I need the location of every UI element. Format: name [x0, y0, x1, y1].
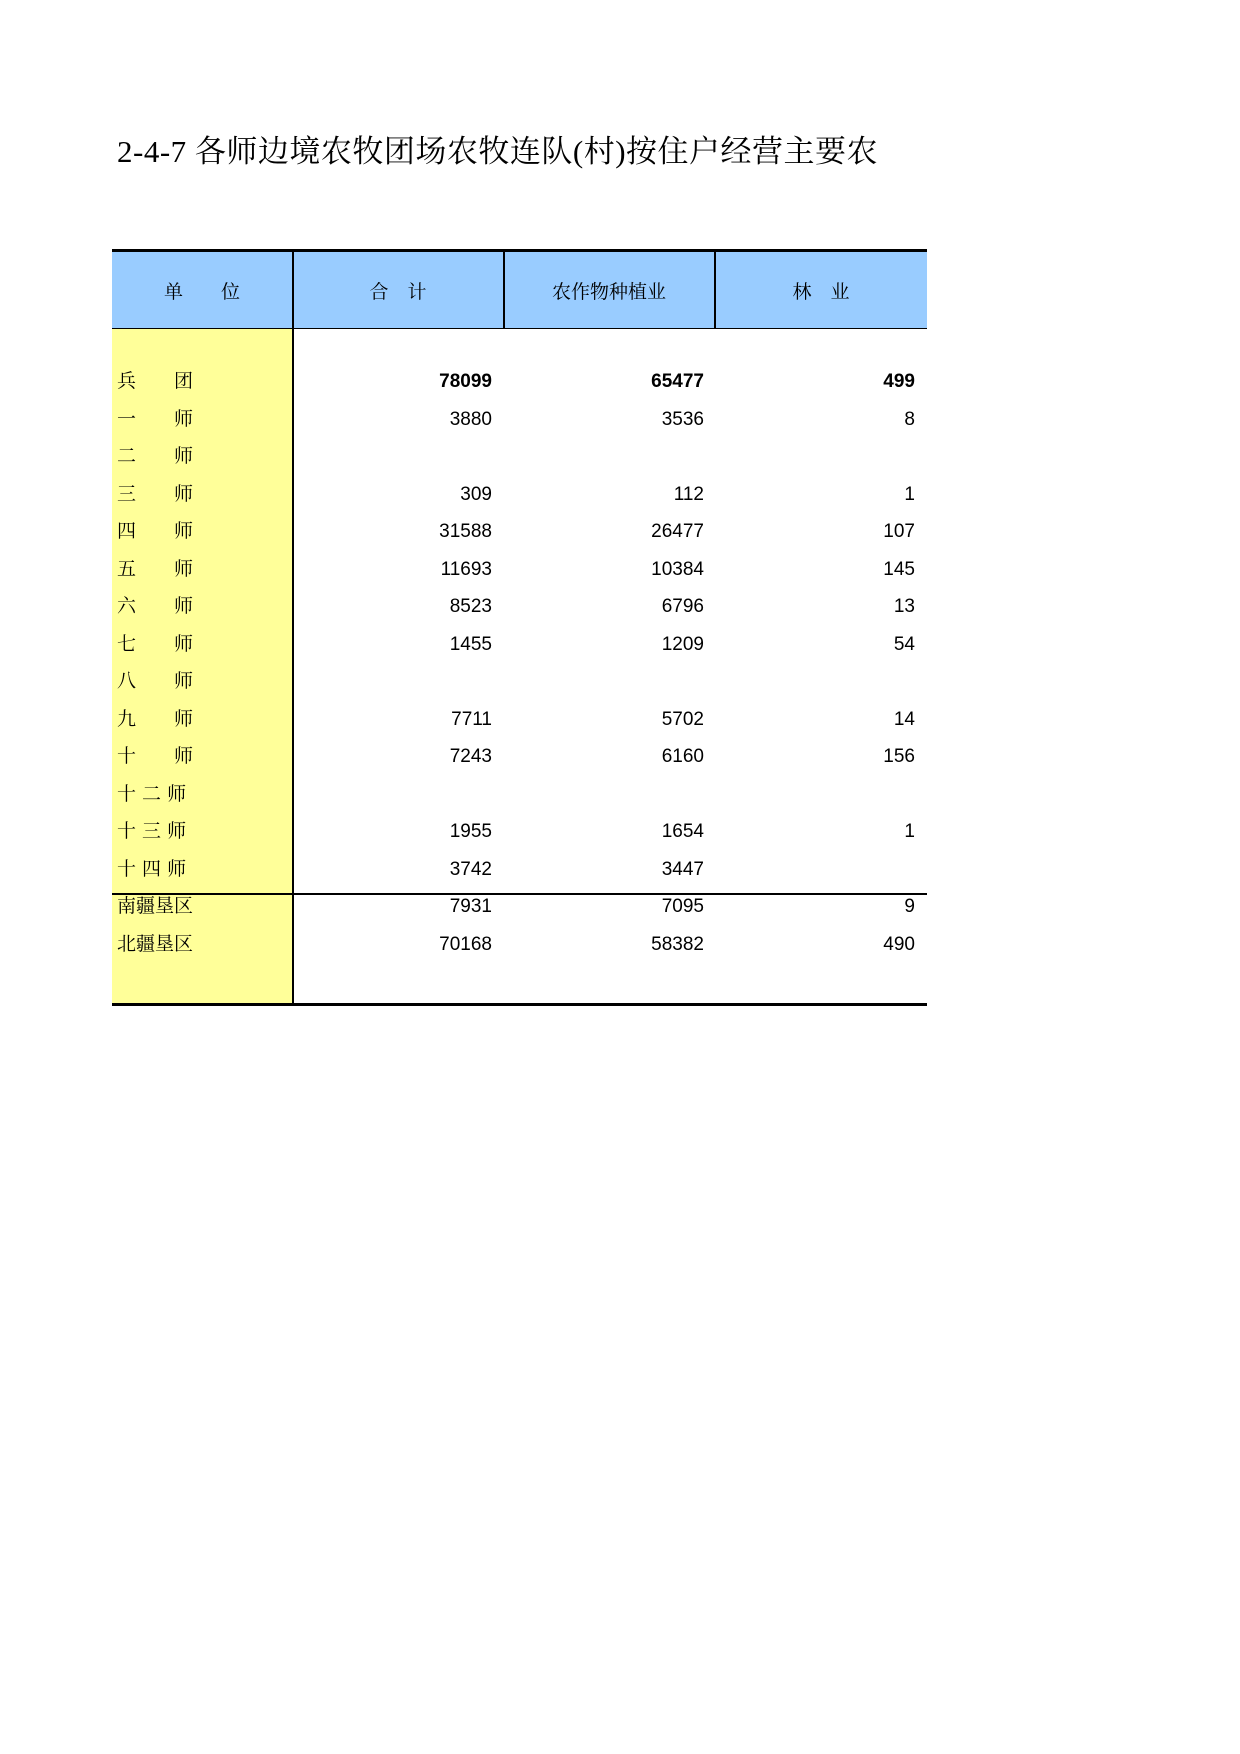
cell-forestry: [715, 851, 915, 889]
cell-forestry: 14: [893, 708, 915, 730]
cell-total: [292, 776, 492, 814]
cell-crop: 65477: [651, 371, 704, 392]
row-label: 一 师: [117, 407, 194, 430]
row-label: 六 师: [117, 595, 194, 617]
cell-forestry: 156: [883, 746, 915, 767]
row-label: 九 师: [117, 707, 194, 730]
table-row: [112, 851, 927, 889]
table-row: [112, 401, 927, 439]
table-row: [112, 813, 927, 851]
table-row: [112, 551, 927, 589]
cell-crop: 1654: [661, 821, 704, 842]
cell-total: 3742: [449, 858, 492, 880]
cell-forestry: 107: [883, 521, 915, 542]
page-title: 2-4-7 各师边境农牧团场农牧连队(村)按住户经营主要农: [117, 134, 879, 169]
cell-crop: 10384: [651, 558, 704, 580]
row-label: 五 师: [117, 557, 194, 580]
header-crop: 农作物种植业: [551, 280, 666, 303]
cell-forestry: 9: [904, 896, 915, 917]
cell-crop: 1209: [661, 633, 704, 655]
cell-total: 309: [460, 483, 492, 505]
cell-forestry: 490: [883, 933, 915, 955]
table-row: [112, 888, 927, 926]
cell-crop: 112: [673, 483, 704, 505]
cell-total: 11693: [440, 558, 492, 580]
table-row: [112, 513, 927, 551]
table-row: [112, 438, 927, 476]
row-label: 四 师: [117, 520, 194, 542]
cell-crop: 6160: [661, 746, 704, 767]
row-label: 十 师: [117, 745, 194, 767]
table-row: [112, 363, 927, 401]
row-label: 二 师: [117, 445, 194, 467]
cell-crop: [504, 776, 704, 814]
cell-forestry: 145: [883, 558, 915, 580]
row-label: 南疆垦区: [117, 895, 194, 917]
cell-total: [292, 438, 492, 476]
cell-total: 7931: [449, 896, 492, 917]
row-label: 兵 团: [117, 370, 194, 392]
cell-crop: [504, 663, 704, 701]
cell-crop: [504, 438, 704, 476]
cell-forestry: 1: [904, 483, 915, 505]
cell-crop: 26477: [651, 521, 704, 542]
table-row: [112, 926, 927, 964]
table-row: [112, 476, 927, 514]
row-label: 七 师: [117, 632, 194, 655]
row-label: 十 四 师: [117, 857, 187, 880]
table-header: [112, 252, 927, 328]
cell-total: 31588: [439, 521, 492, 542]
table-row: [112, 701, 927, 739]
table-row: [112, 626, 927, 664]
cell-forestry: [715, 438, 915, 476]
row-label: 八 师: [117, 670, 194, 692]
cell-total: 78099: [439, 371, 492, 392]
cell-crop: 7095: [661, 896, 704, 917]
cell-forestry: 499: [883, 371, 915, 392]
table-row: [112, 776, 927, 814]
cell-total: 8523: [449, 596, 492, 617]
cell-total: [292, 663, 492, 701]
cell-crop: 3536: [661, 408, 704, 430]
cell-forestry: 54: [893, 633, 915, 655]
cell-forestry: 8: [904, 408, 915, 430]
cell-total: 1955: [449, 821, 492, 842]
statistics-table: [112, 249, 927, 1007]
table-bottom-rule: [112, 1003, 927, 1006]
table-row: [112, 663, 927, 701]
header-forestry: 林 业: [792, 280, 850, 303]
header-total: 合 计: [369, 280, 427, 303]
cell-forestry: 13: [893, 596, 915, 617]
cell-forestry: [715, 776, 915, 814]
table-row: [112, 738, 927, 776]
row-label: 北疆垦区: [117, 932, 194, 955]
cell-forestry: [715, 663, 915, 701]
cell-total: 1455: [449, 633, 492, 655]
cell-total: 70168: [439, 933, 492, 955]
row-label: 三 师: [117, 482, 194, 505]
cell-total: 3880: [449, 408, 492, 430]
table-row: [112, 588, 927, 626]
cell-crop: 58382: [651, 933, 704, 955]
cell-total: 7711: [451, 708, 492, 730]
row-label: 十 三 师: [117, 820, 187, 842]
cell-crop: 6796: [661, 596, 704, 617]
row-label: 十 二 师: [117, 782, 187, 805]
cell-total: 7243: [449, 746, 492, 767]
header-unit: 单 位: [163, 280, 240, 303]
cell-crop: 3447: [661, 858, 704, 880]
cell-forestry: 1: [904, 821, 915, 842]
cell-crop: 5702: [661, 708, 704, 730]
